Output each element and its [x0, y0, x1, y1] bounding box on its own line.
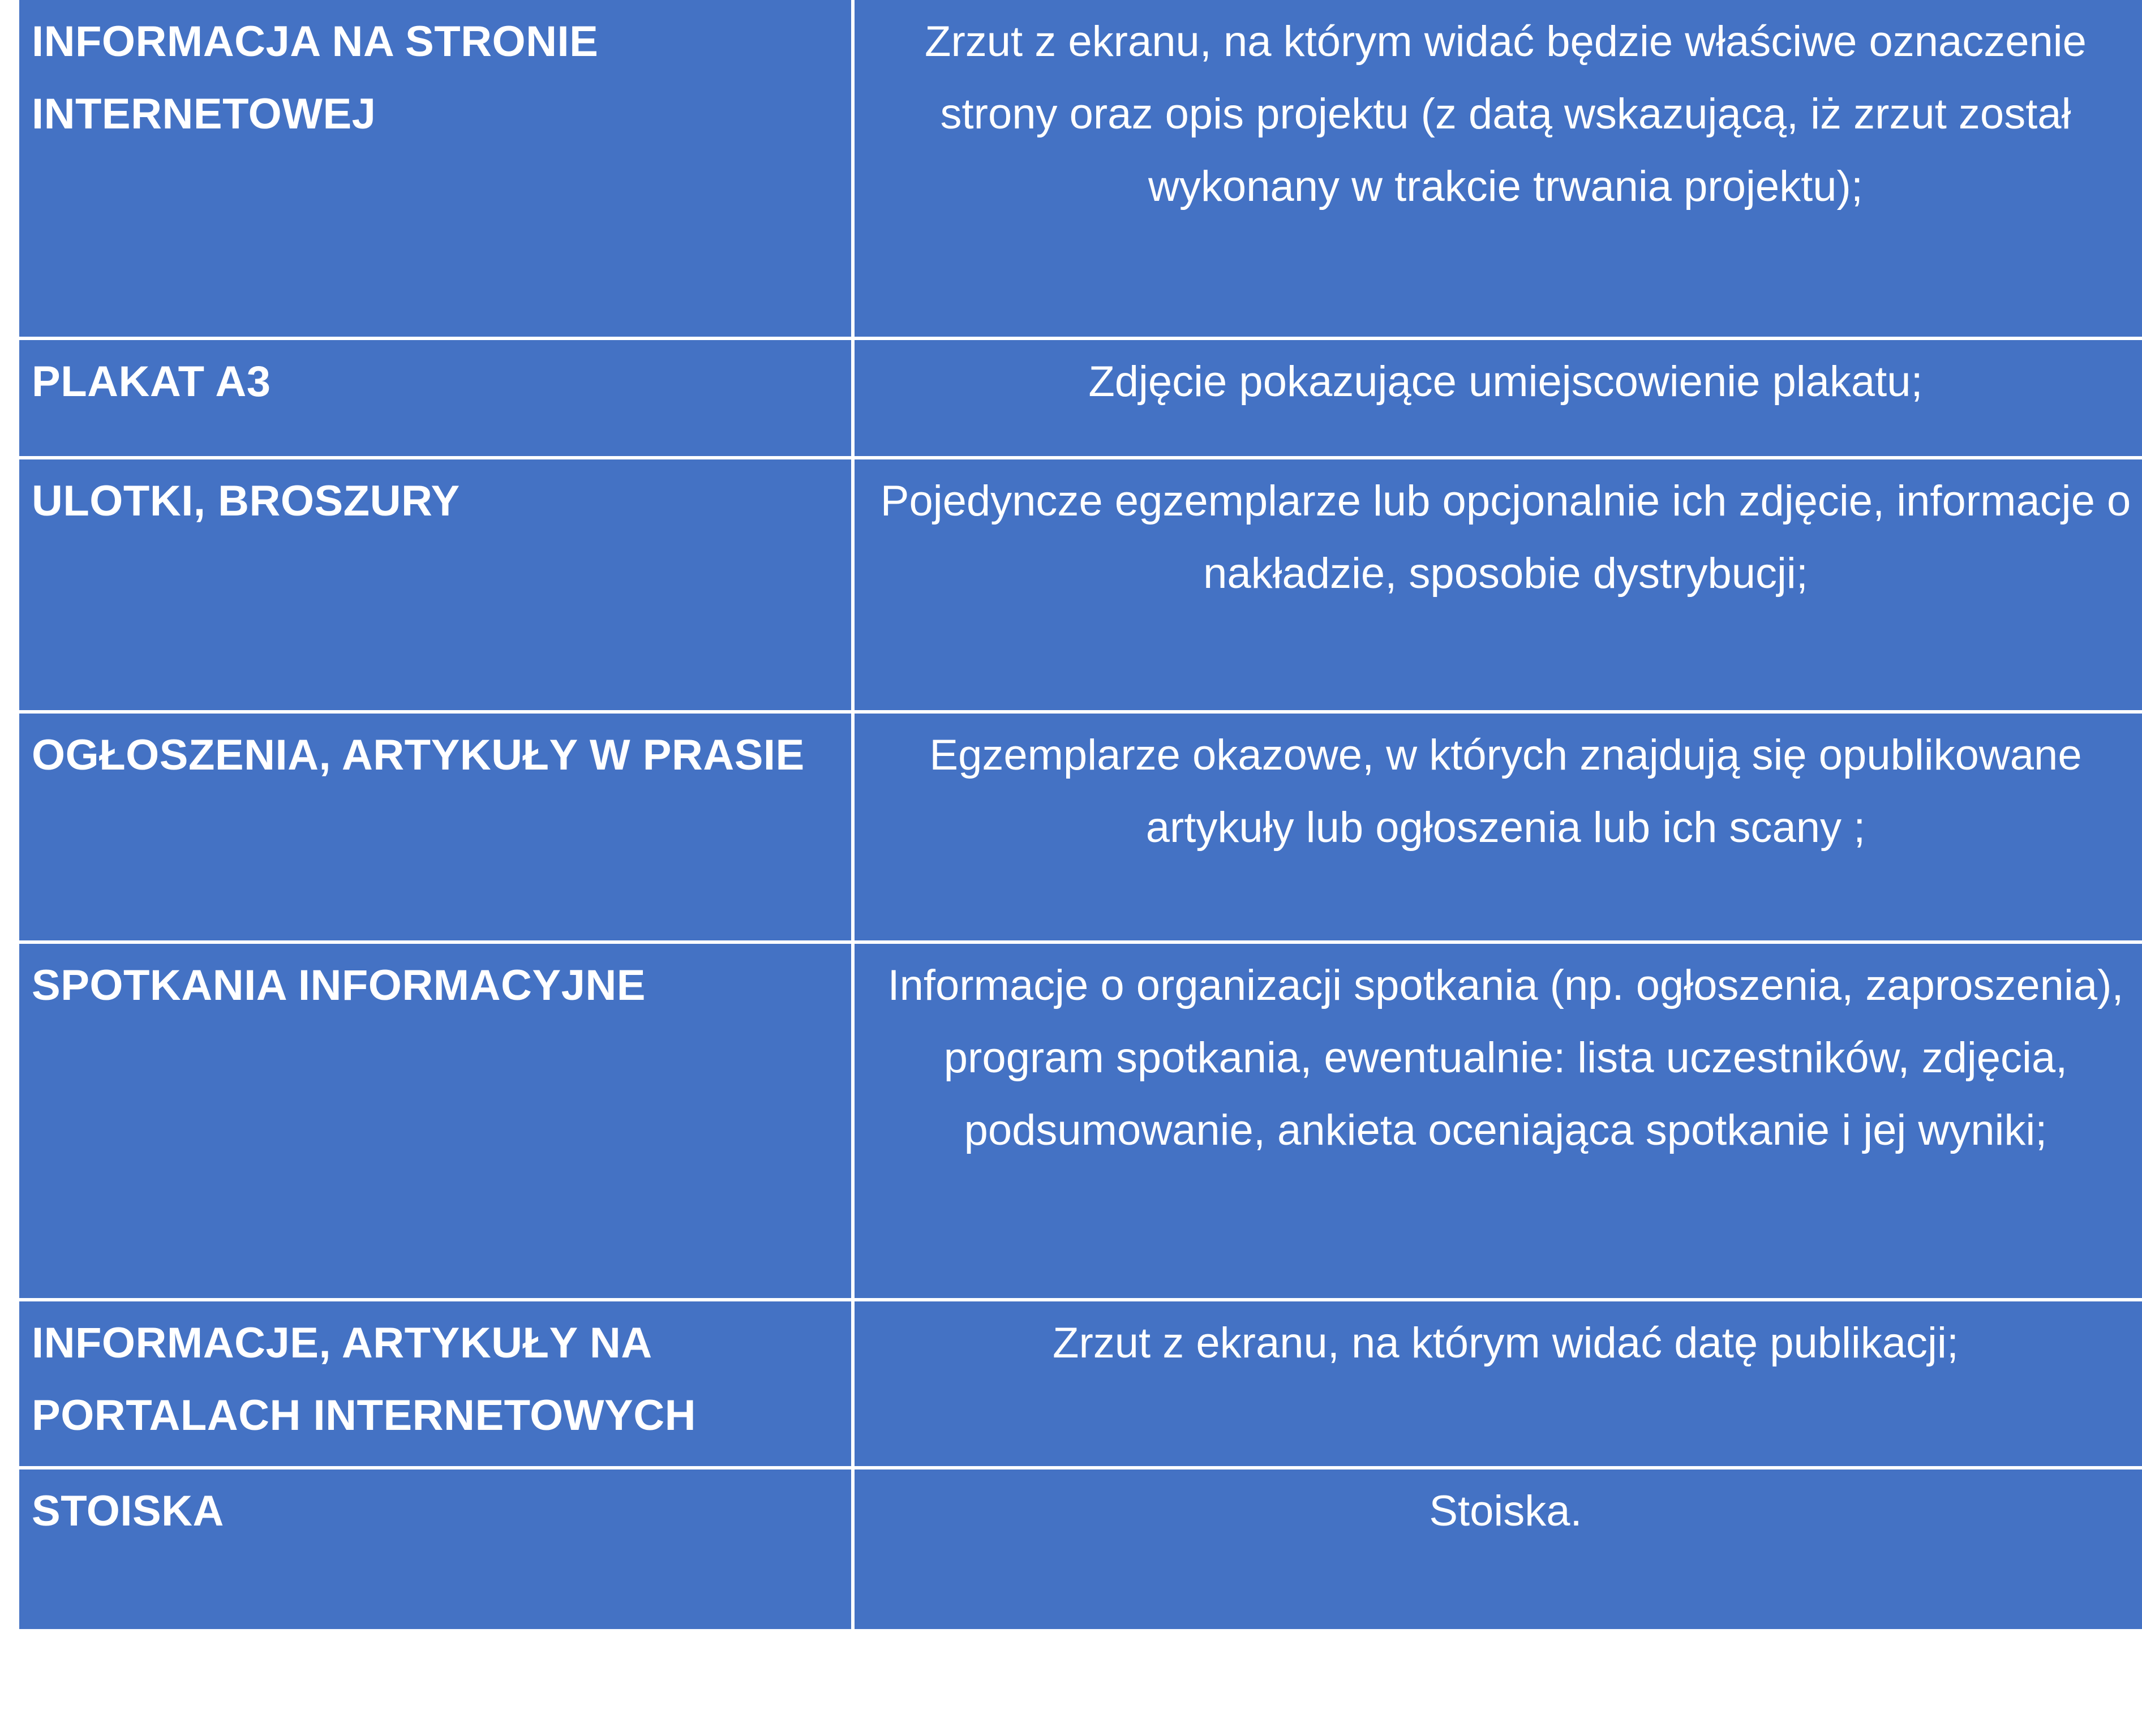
row-label-stands: STOISKA — [19, 1469, 851, 1629]
row-description-stands: Stoiska. — [855, 1469, 2142, 1629]
row-label-press-ads-articles: OGŁOSZENIA, ARTYKUŁY W PRASIE — [19, 714, 851, 940]
row-description-poster-a3: Zdjęcie pokazujące umiejscowienie plakatu; — [855, 340, 2142, 456]
row-label-poster-a3: PLAKAT A3 — [19, 340, 851, 456]
row-label-leaflets-brochures: ULOTKI, BROSZURY — [19, 459, 851, 710]
row-description-info-meetings: Informacje o organizacji spotkania (np. ogłoszenia, zaproszenia), program spotkania, ewentualnie: lista uczestników, zdjęcia, podsumowanie, ankieta oceniająca spotkanie i jej wyniki; — [855, 944, 2142, 1298]
row-label-info-meetings: SPOTKANIA INFORMACYJNE — [19, 944, 851, 1298]
row-label-web-portal-articles: INFORMACJE, ARTYKUŁY NA PORTALACH INTERNETOWYCH — [19, 1301, 851, 1466]
row-description-website-info: Zrzut z ekranu, na którym widać będzie właściwe oznaczenie strony oraz opis projektu (z datą wskazującą, iż zrzut został wykonany w trakcie trwania projektu); — [855, 0, 2142, 337]
row-description-press-ads-articles: Egzemplarze okazowe, w których znajdują się opublikowane artykuły lub ogłoszenia lub ich scany ; — [855, 714, 2142, 940]
row-description-leaflets-brochures: Pojedyncze egzemplarze lub opcjonalnie ich zdjęcie, informacje o nakładzie, sposobie dystrybucji; — [855, 459, 2142, 710]
row-label-website-info: INFORMACJA NA STRONIE INTERNETOWEJ — [19, 0, 851, 337]
row-description-web-portal-articles: Zrzut z ekranu, na którym widać datę publikacji; — [855, 1301, 2142, 1466]
promotion-documentation-table — [19, 0, 2142, 1609]
